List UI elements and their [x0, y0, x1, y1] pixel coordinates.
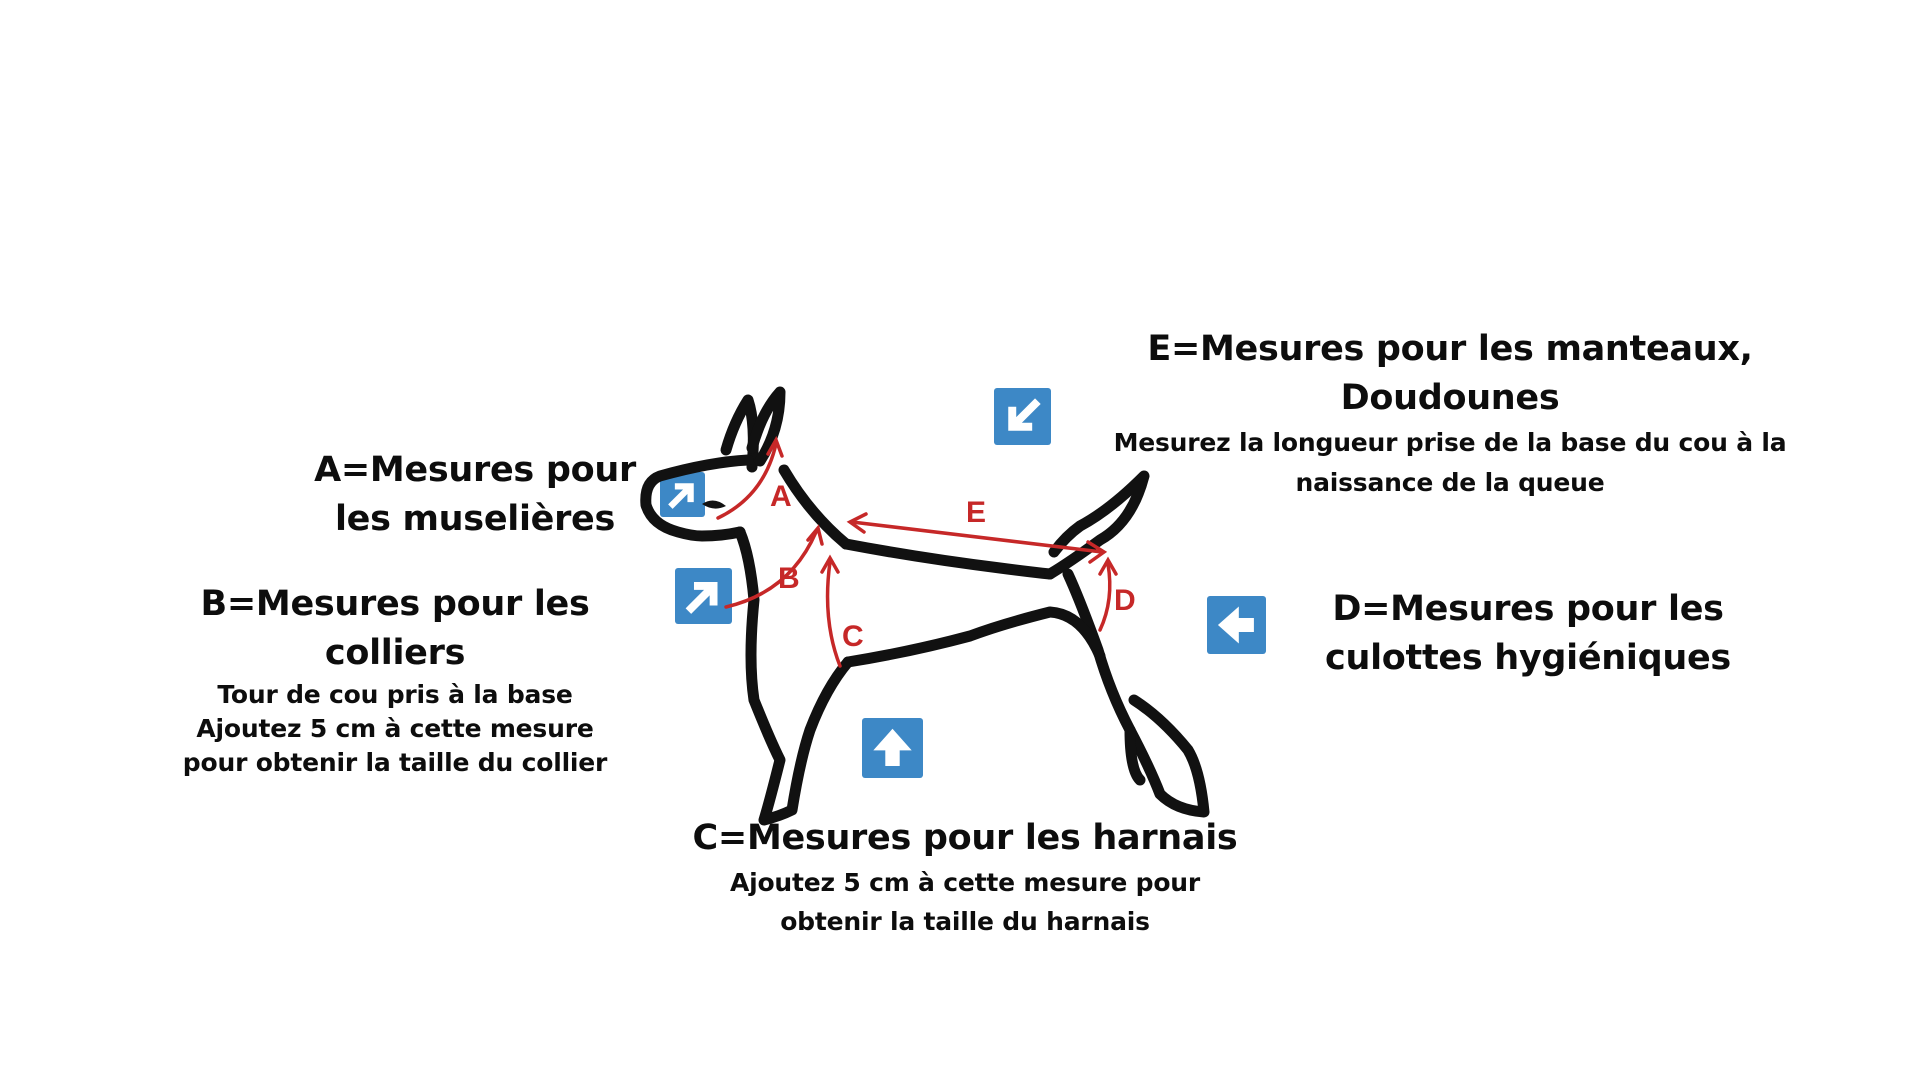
measure-b-line-1: Tour de cou pris à la base: [217, 680, 573, 709]
label-b: B: [778, 562, 800, 595]
measure-b-block: [170, 580, 620, 780]
measure-b-line-2: Ajoutez 5 cm à cette mesure pour obtenir la taille du collier: [182, 714, 608, 777]
dog-diagram: [630, 300, 1290, 840]
label-c: C: [842, 620, 864, 653]
label-a: A: [770, 480, 792, 513]
measure-d-title: D=Mesures pour les culottes hygiéniques: [1325, 589, 1731, 678]
dog-eye: [702, 500, 726, 508]
label-d: D: [1114, 584, 1136, 617]
measure-e-line-1: Mesurez la longueur prise de la base du cou à la naissance de la queue: [1113, 428, 1787, 497]
measure-c-line-1: Ajoutez 5 cm à cette mesure pour obtenir la taille du harnais: [729, 868, 1201, 936]
measure-b-title: B=Mesures pour les colliers: [200, 584, 590, 673]
measure-e-title: E=Mesures pour les manteaux, Doudounes: [1147, 329, 1753, 418]
measure-c-title: C=Mesures pour les harnais: [692, 818, 1238, 858]
measure-a-block: [300, 446, 650, 544]
measure-a-title: A=Mesures pour les muselières: [314, 450, 636, 539]
label-e: E: [966, 496, 987, 529]
measure-d-block: [1268, 585, 1788, 683]
